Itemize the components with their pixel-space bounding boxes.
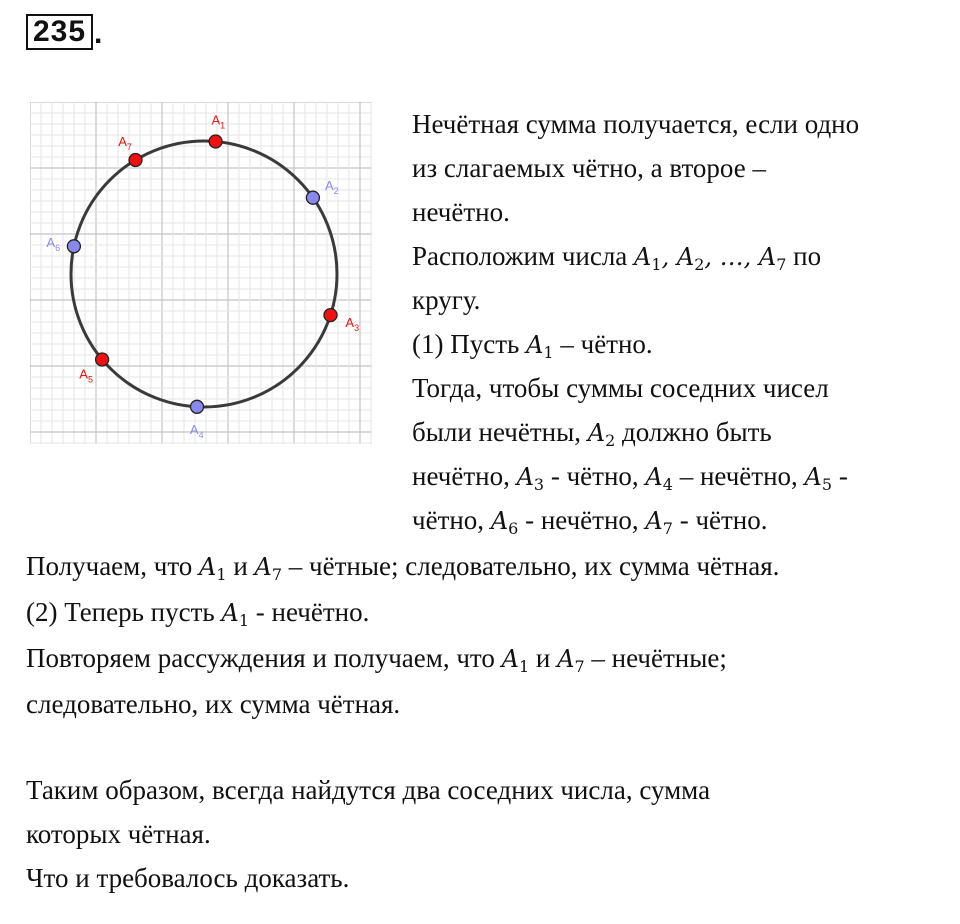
text-fragment: - нечётно, [518, 505, 646, 535]
math-a7: $A_7$ [254, 553, 283, 584]
math-a7: $A_7$ [557, 645, 585, 676]
problem-number-dot: . [94, 17, 103, 50]
text-line-15: Таким образом, всегда найдутся два соседних числа, сумма [26, 775, 711, 805]
text-line-17: Что и требовалось доказать. [26, 863, 350, 893]
text-fragment: – чётно. [553, 329, 653, 359]
point-a4 [191, 400, 204, 413]
text-fragment: - нечётно. [249, 597, 370, 627]
text-line-3: нечётно. [412, 197, 510, 227]
math-a1: $A_1$ [199, 553, 227, 584]
math-a1: $A_1$ [501, 645, 530, 676]
circle-figure [30, 102, 372, 444]
text-fragment: и [529, 643, 558, 673]
math-a4: $A_4$ [645, 463, 673, 494]
text-line-1: Нечётная сумма получается, если одно [412, 109, 860, 139]
point-a2 [306, 191, 319, 204]
text-line-16: которых чётная. [26, 819, 211, 849]
math-a2: $A_2$ [676, 243, 705, 274]
text-line-5: кругу. [412, 285, 481, 315]
text-fragment: были нечётны, [412, 417, 588, 447]
point-a1 [209, 135, 222, 148]
problem-number: 235 [33, 15, 87, 48]
text-fragment: нечётно, [412, 461, 517, 491]
point-label: $A_2$ [325, 178, 339, 197]
math-comma: , [661, 243, 677, 271]
point-a7 [129, 154, 142, 167]
text-fragment: – чётные; следовательно, их сумма чётная. [282, 551, 780, 581]
point-label: $A_7$ [118, 134, 132, 153]
point-label: $A_1$ [211, 112, 226, 131]
text-fragment: - чётно, [544, 461, 646, 491]
text-fragment: (2) Теперь пусть [26, 597, 222, 627]
math-a5: $A_5$ [804, 463, 833, 494]
point-label: $A_3$ [345, 314, 360, 333]
text-fragment: (1) Пусть [412, 329, 527, 359]
problem-number-box [26, 14, 93, 50]
math-a1: $A_1$ [634, 243, 662, 274]
math-ellipsis: , …, [704, 243, 759, 271]
math-a1: $A_1$ [526, 331, 554, 362]
text-fragment: чётно, [412, 505, 491, 535]
point-label: $A_4$ [189, 421, 204, 440]
text-fragment: Расположим числа [412, 241, 635, 271]
text-fragment: – нечётные; [584, 643, 727, 673]
math-a3: $A_3$ [516, 463, 545, 494]
point-a3 [324, 309, 337, 322]
text-line-14: следовательно, их сумма чётная. [26, 689, 401, 719]
text-fragment: должно быть [615, 417, 772, 447]
points [46, 113, 359, 440]
math-a6: $A_6$ [490, 507, 519, 538]
point-label: $A_6$ [46, 234, 61, 253]
text-fragment: - [832, 461, 848, 491]
text-line-2: из слагаемых чётно, а второе – [412, 153, 766, 183]
point-a5 [96, 353, 109, 366]
grid [30, 102, 372, 444]
math-a7: $A_7$ [645, 507, 673, 538]
math-a1: $A_1$ [221, 599, 250, 630]
text-fragment: – нечётно, [672, 461, 805, 491]
math-a2: $A_2$ [587, 419, 616, 450]
math-a7: $A_7$ [758, 243, 787, 274]
point-a6 [67, 240, 80, 253]
text-fragment: и [226, 551, 255, 581]
point-label: $A_5$ [79, 366, 93, 385]
circle [71, 141, 337, 407]
text-fragment: Повторяем рассуждения и получаем, что [26, 643, 502, 673]
text-fragment: - чётно. [672, 505, 768, 535]
text-fragment: Получаем, что [26, 551, 200, 581]
text-fragment: по [786, 241, 822, 271]
text-line-7: Тогда, чтобы суммы соседних чисел [412, 373, 829, 403]
